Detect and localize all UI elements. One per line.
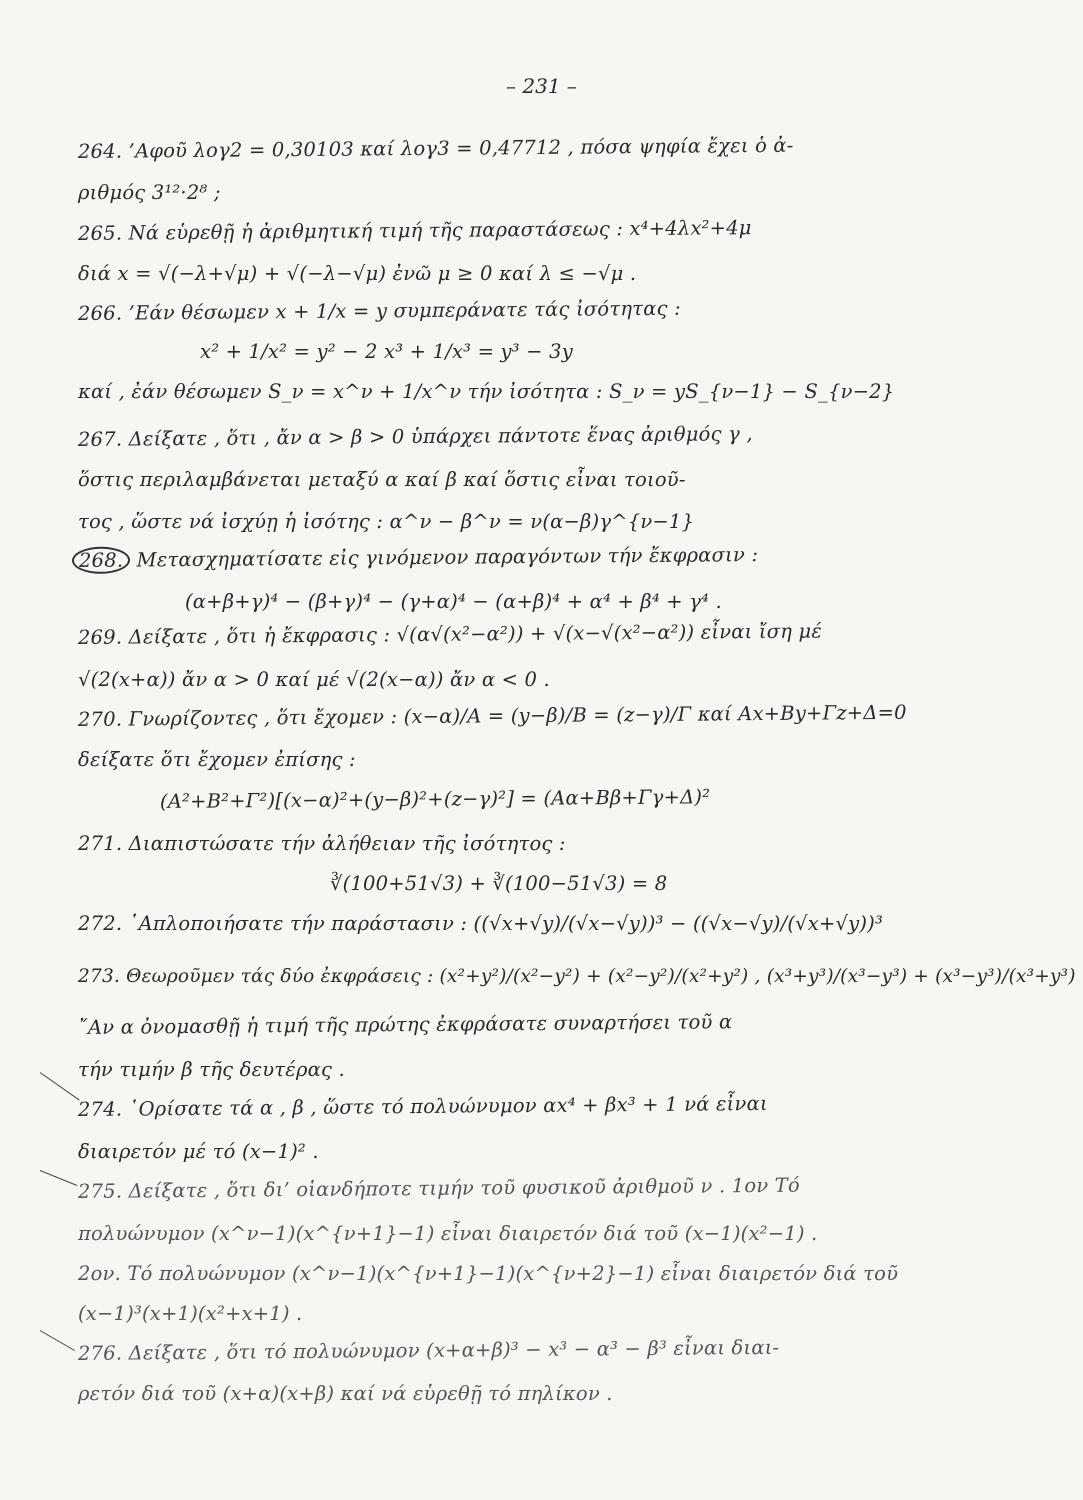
text-line: x² + 1/x² = y² − 2 x³ + 1/x³ = y³ − 3y — [200, 340, 573, 363]
text-line: (Α²+Β²+Γ²)[(x−α)²+(y−β)²+(z−γ)²] = (Αα+Ββ+Γγ+Δ)² — [159, 785, 711, 813]
text-line: 274. ῾Ορίσατε τά α , β , ὥστε τό πολυώνυμον αx⁴ + βx³ + 1 νά εἶναι — [77, 1091, 768, 1121]
text-line: διαιρετόν μέ τό (x−1)² . — [78, 1140, 319, 1163]
text-line: 267. Δείξατε , ὅτι , ἄν α > β > 0 ὑπάρχει πάντοτε ἕνας ἀριθμός γ , — [77, 422, 753, 451]
text-line: καί , ἐάν θέσωμεν S_ν = x^ν + 1/x^ν τήν ἰσότητα : S_ν = yS_{ν−1} − S_{ν−2} — [78, 380, 895, 403]
margin-mark — [40, 1072, 80, 1100]
text-line: 275. Δείξατε , ὅτι δι’ οἱανδήποτε τιμήν τοῦ φυσικοῦ ἀριθμοῦ ν . 1ον Τό — [77, 1173, 800, 1203]
margin-mark — [40, 1330, 75, 1351]
text-line: 264. ’Αφοῦ λογ2 = 0,30103 καί λογ3 = 0,47712 , πόσα ψηφία ἔχει ὁ ἀ- — [77, 133, 794, 163]
text-line: √(2(x+α)) ἄν α > 0 καί μέ √(2(x−α)) ἄν α < 0 . — [78, 668, 550, 691]
text-line: δείξατε ὅτι ἔχομεν ἐπίσης : — [78, 748, 356, 771]
text-line: (x−1)³(x+1)(x²+x+1) . — [78, 1302, 303, 1325]
text-line: ριθμός 3¹²·2⁸ ; — [78, 181, 221, 204]
text-line: ὅστις περιλαμβάνεται μεταξύ α καί β καί ὅστις εἶναι τοιοῦ- — [78, 468, 686, 491]
text-line: τήν τιμήν β τῆς δευτέρας . — [78, 1058, 345, 1081]
text-line: ρετόν διά τοῦ (x+α)(x+β) καί νά εὑρεθῇ τό πηλίκον . — [78, 1382, 613, 1405]
circled-number: 268. — [72, 547, 130, 575]
text-line: 269. Δείξατε , ὅτι ἡ ἔκφρασις : √(α√(x²−α²)) + √(x−√(x²−α²)) εἶναι ἴση μέ — [77, 619, 823, 649]
text-line: 276. Δείξατε , ὅτι τό πολυώνυμον (x+α+β)³ − x³ − α³ − β³ εἶναι διαι- — [77, 1335, 780, 1365]
text-line: 265. Νά εὑρεθῇ ἡ ἀριθμητική τιμή τῆς παραστάσεως : x⁴+4λx²+4μ — [77, 216, 752, 245]
text-line: Μετασχηματίσατε εἰς γινόμενον παραγόντων τήν ἔκφρασιν : — [136, 543, 759, 572]
margin-mark — [40, 1170, 77, 1186]
text-line: 266. ’Εάν θέσωμεν x + 1/x = y συμπεράνατε τάς ἰσότητας : — [77, 296, 681, 325]
text-line: 273. Θεωροῦμεν τάς δύο ἐκφράσεις : (x²+y²)/(x²−y²) + (x²−y²)/(x²+y²) , (x³+y³)/(x³−y³) + (x³−y³)/(x³+y³) — [78, 966, 1076, 987]
text-line: 270. Γνωρίζοντες , ὅτι ἔχομεν : (x−α)/Α = (y−β)/Β = (z−γ)/Γ καί Αx+Βy+Γz+Δ=0 — [77, 700, 907, 731]
text-line: (α+β+γ)⁴ − (β+γ)⁴ − (γ+α)⁴ − (α+β)⁴ + α⁴ + β⁴ + γ⁴ . — [185, 590, 722, 613]
text-line: διά x = √(−λ+√μ) + √(−λ−√μ) ἐνῶ μ ≥ 0 καί λ ≤ −√μ . — [78, 262, 637, 285]
text-line: ∛(100+51√3) + ∛(100−51√3) = 8 — [330, 872, 668, 895]
exercise-268 — [78, 539, 1028, 574]
page-number: – 231 – — [506, 74, 577, 98]
text-line: τος , ὥστε νά ἰσχύῃ ἡ ἰσότης : α^ν − β^ν = ν(α−β)γ^{ν−1} — [78, 510, 695, 533]
text-line: 2ον. Τό πολυώνυμον (x^ν−1)(x^{ν+1}−1)(x^{ν+2}−1) εἶναι διαιρετόν διά τοῦ — [78, 1262, 899, 1285]
text-line: 272. ῾Απλοποιήσατε τήν παράστασιν : ((√x+√y)/(√x−√y))³ − ((√x−√y)/(√x+√y))³ — [78, 912, 883, 935]
text-line: ῎Αν α ὀνομασθῇ ἡ τιμή τῆς πρώτης ἐκφράσατε συναρτήσει τοῦ α — [77, 1010, 733, 1039]
text-line: 271. Διαπιστώσατε τήν ἀλήθειαν τῆς ἰσότητος : — [78, 832, 566, 855]
text-line: πολυώνυμον (x^ν−1)(x^{ν+1}−1) εἶναι διαιρετόν διά τοῦ (x−1)(x²−1) . — [78, 1222, 818, 1245]
